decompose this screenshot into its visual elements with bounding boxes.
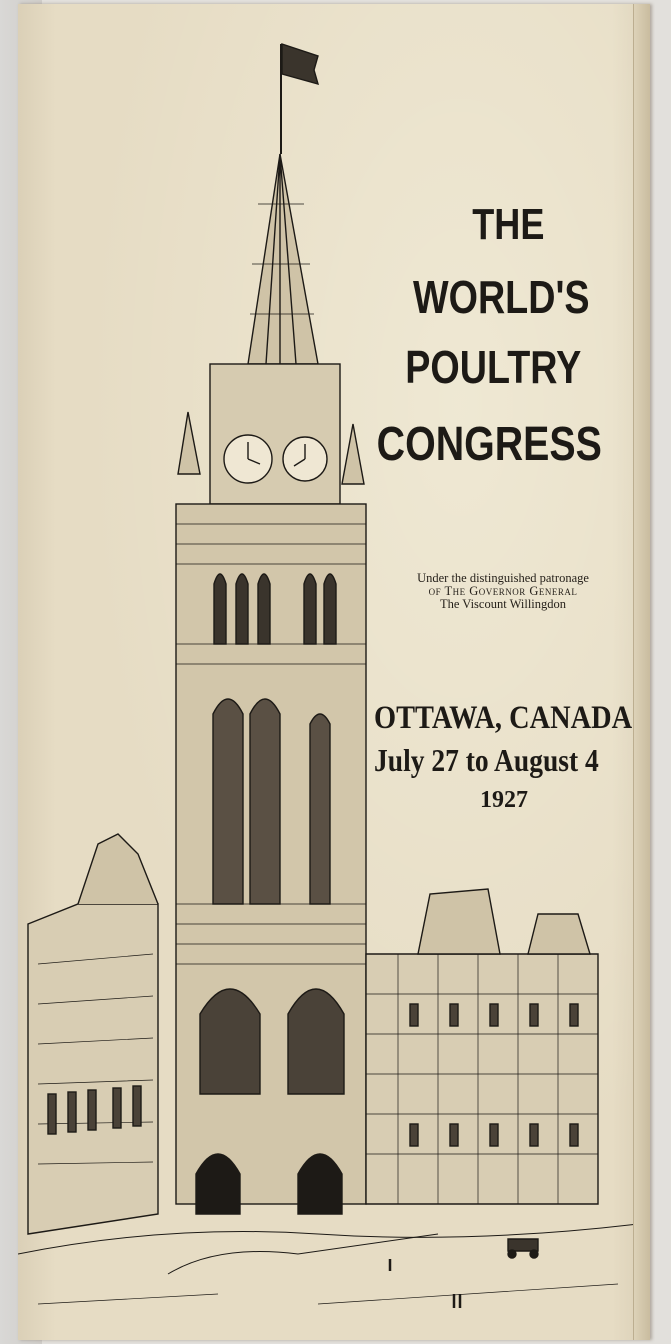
patronage-line-3: The Viscount Willingdon <box>439 597 567 611</box>
title-line-worlds: WORLD'S <box>412 271 590 323</box>
pamphlet-cover <box>18 4 650 1340</box>
event-year: 1927 <box>480 787 528 813</box>
title-line-poultry: POULTRY <box>405 341 582 393</box>
title-line-the: THE <box>472 200 545 249</box>
patronage-line-2: of The Governor General <box>428 584 578 598</box>
event-location: OTTAWA, CANADA <box>374 700 633 736</box>
patronage-block <box>378 572 628 611</box>
event-dates: July 27 to August 4 <box>374 742 599 778</box>
title-line-congress: CONGRESS <box>376 418 602 471</box>
pamphlet-edge <box>633 4 650 1340</box>
patronage-line-1: Under the distinguished patronage <box>417 571 589 585</box>
